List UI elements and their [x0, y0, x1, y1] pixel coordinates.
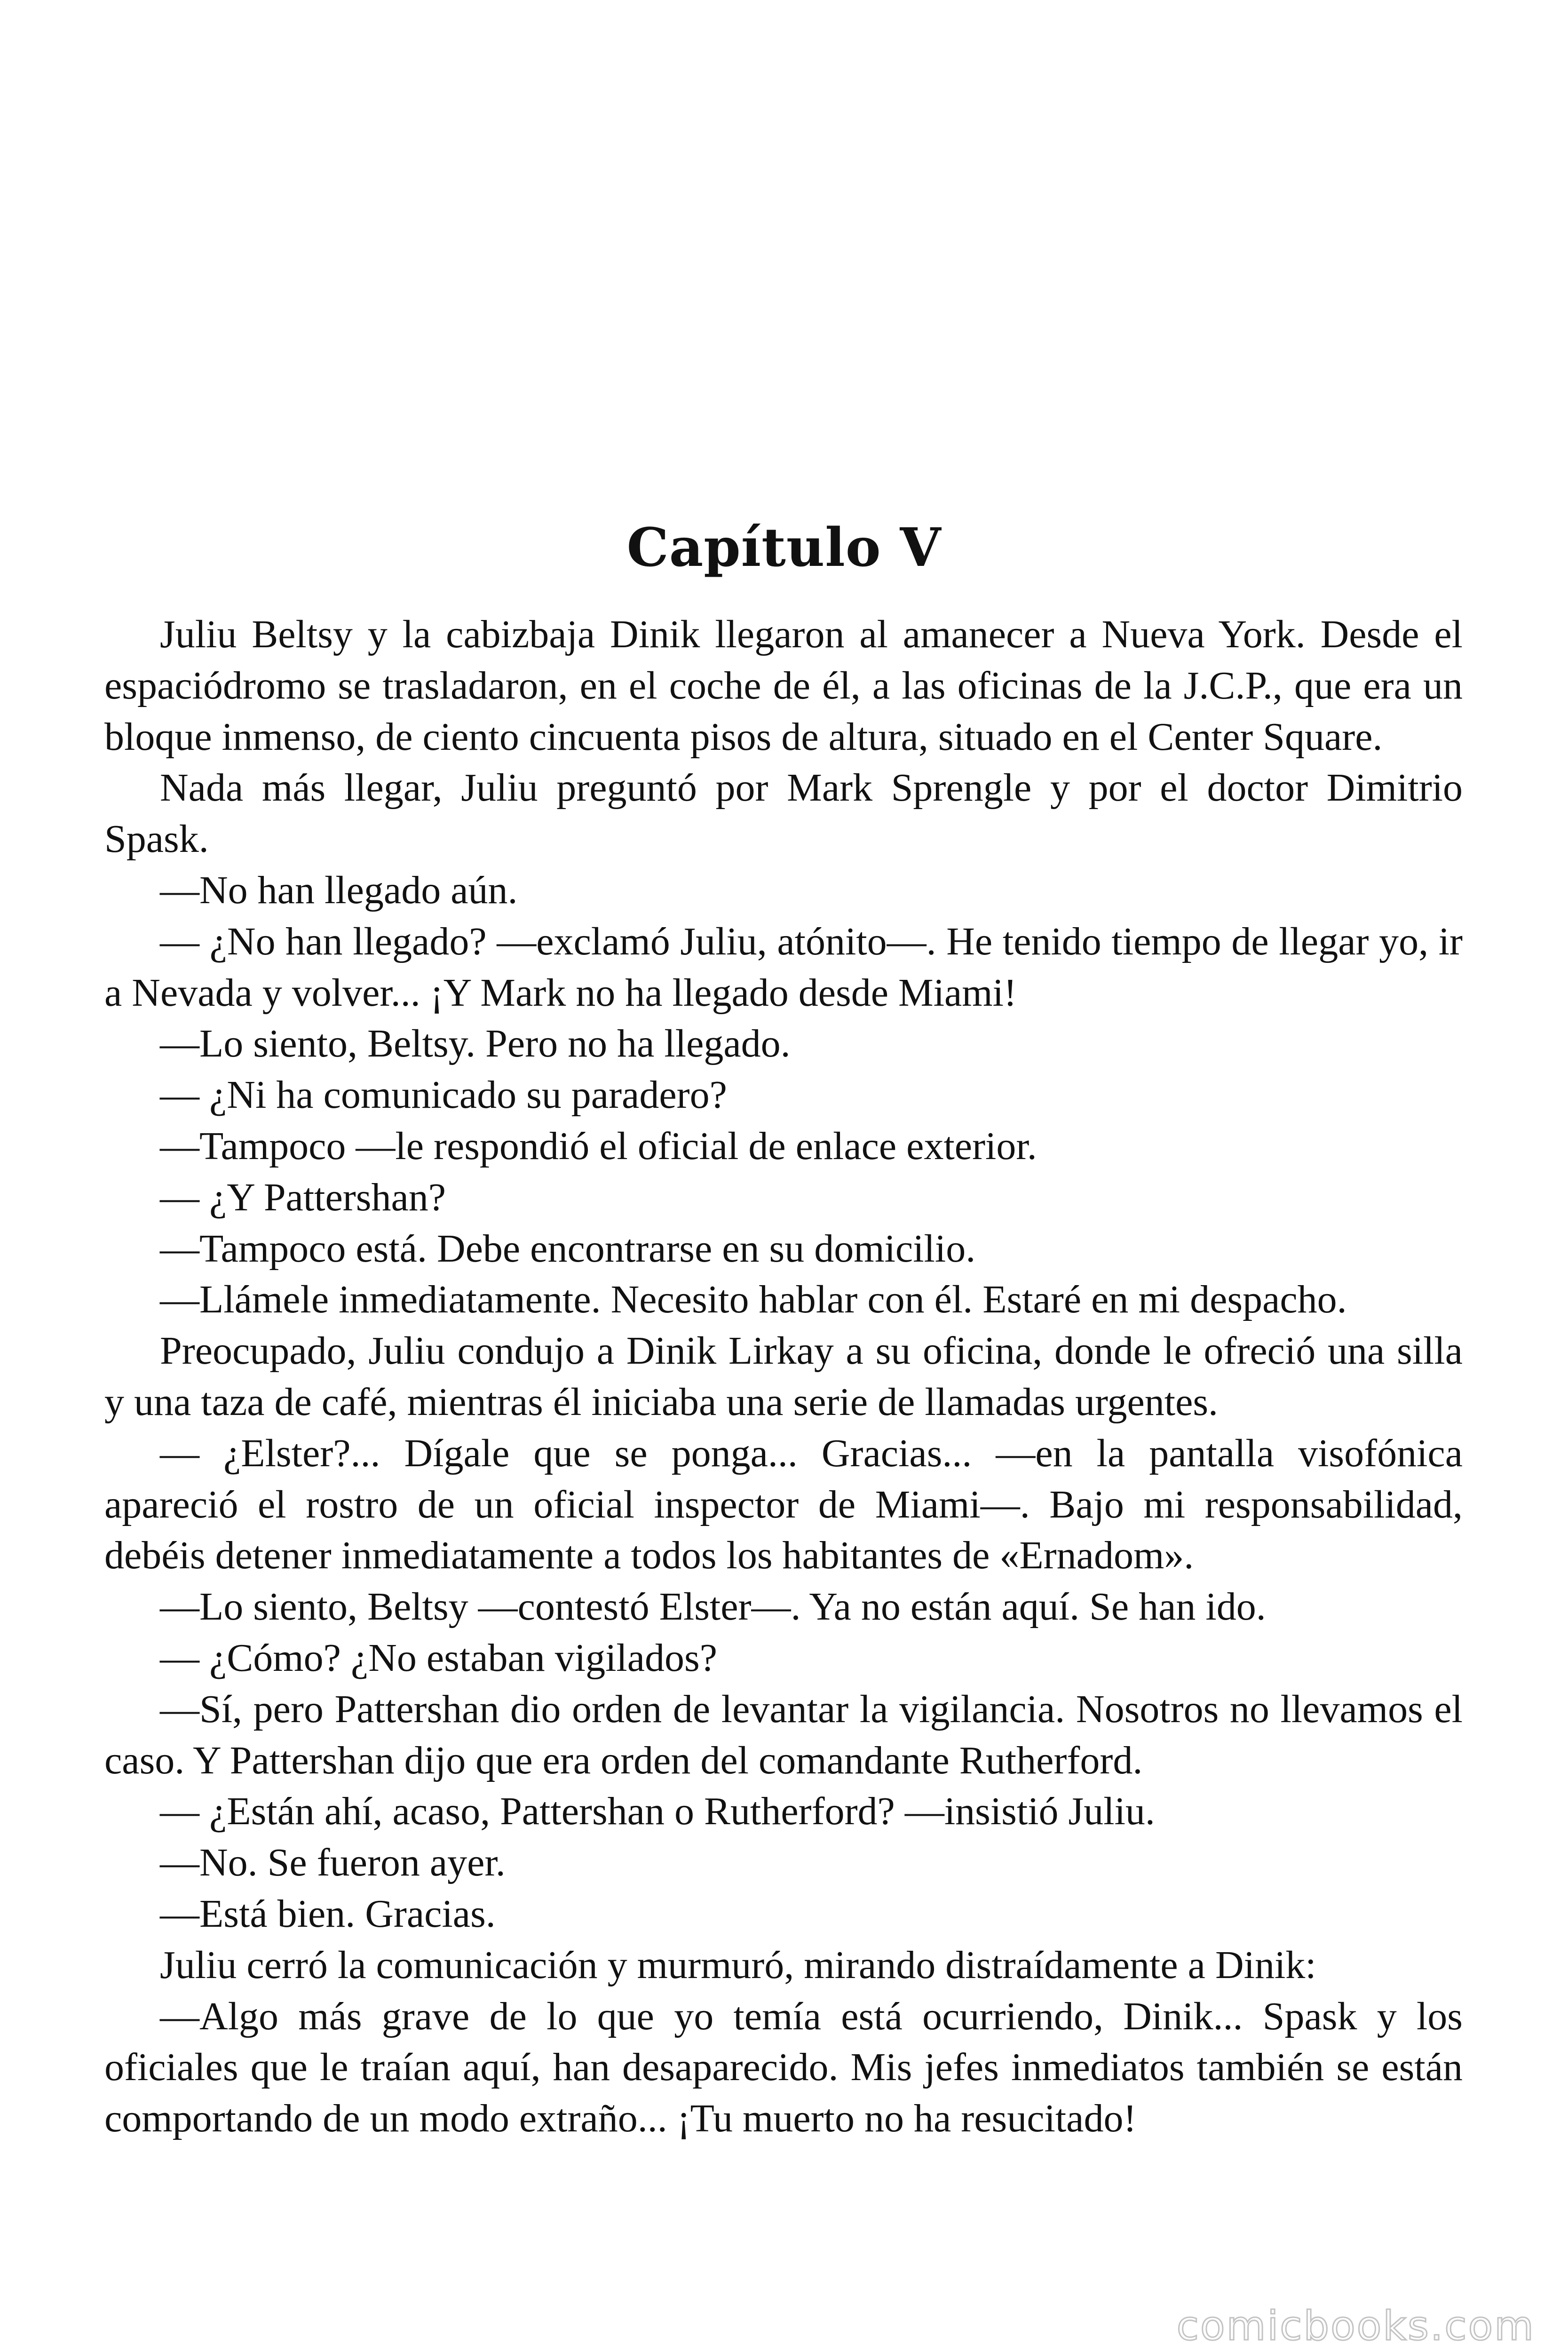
dialogue-line: —Tampoco —le respondió el oficial de enlace exterior. — [160, 1124, 1037, 1168]
paragraph: Juliu Beltsy y la cabizbaja Dinik llegaron al amanecer a Nueva York. Desde el espaciódromo se trasladaron, en el coche de él, a las oficinas de la J.C.P., que era un bloque inmenso, de ciento cincuenta pisos de altura, situado en el Center Square. — [104, 612, 1463, 759]
dialogue-line: —No. Se fueron ayer. — [160, 1841, 506, 1885]
dialogue-line: — ¿Están ahí, acaso, Pattershan o Rutherford? —insistió Juliu. — [160, 1789, 1155, 1834]
paragraph: Preocupado, Juliu condujo a Dinik Lirkay a su oficina, donde le ofreció una silla y una taza de café, mientras él iniciaba una serie de llamadas urgentes. — [104, 1329, 1463, 1424]
dialogue-line: — ¿Ni ha comunicado su paradero? — [160, 1073, 727, 1117]
dialogue-line: —Está bien. Gracias. — [160, 1891, 496, 1936]
paragraph: Juliu cerró la comunicación y murmuró, mirando distraídamente a Dinik: — [160, 1943, 1316, 1987]
chapter-body — [104, 609, 1463, 2145]
dialogue-line: — ¿No han llegado? —exclamó Juliu, atónito—. He tenido tiempo de llegar yo, ir a Nevada y volver... ¡Y Mark no ha llegado desde Miami! — [104, 919, 1463, 1015]
dialogue-line: — ¿Y Pattershan? — [160, 1175, 446, 1219]
watermark: comicbooks.com — [1176, 2303, 1535, 2350]
dialogue-line: —Lo siento, Beltsy —contestó Elster—. Ya no están aquí. Se han ido. — [160, 1585, 1266, 1629]
dialogue-line: —Llámele inmediatamente. Necesito hablar con él. Estaré en mi despacho. — [160, 1278, 1347, 1322]
paragraph: Nada más llegar, Juliu preguntó por Mark Sprengle y por el doctor Dimitrio Spask. — [104, 766, 1463, 861]
dialogue-line: —Tampoco está. Debe encontrarse en su domicilio. — [160, 1226, 976, 1271]
dialogue-line: —Lo siento, Beltsy. Pero no ha llegado. — [160, 1022, 791, 1066]
dialogue-line: —No han llegado aún. — [160, 868, 518, 912]
dialogue-line: — ¿Cómo? ¿No estaban vigilados? — [160, 1636, 718, 1680]
dialogue-line: — ¿Elster?... Dígale que se ponga... Gracias... —en la pantalla visofónica apareció el rostro de un oficial inspector de Miami—. Bajo mi responsabilidad, debéis detener inmediatamente a todos los habitantes de «Ernadom». — [104, 1431, 1463, 1578]
dialogue-line: —Sí, pero Pattershan dio orden de levantar la vigilancia. Nosotros no llevamos el caso. Y Pattershan dijo que era orden del comandante Rutherford. — [104, 1687, 1463, 1782]
dialogue-line: —Algo más grave de lo que yo temía está ocurriendo, Dinik... Spask y los oficiales que le traían aquí, han desaparecido. Mis jefes inmediatos también se están comportando de un modo extraño... ¡Tu muerto no ha resucitado! — [104, 1994, 1463, 2141]
chapter-title: Capítulo V — [626, 517, 942, 579]
